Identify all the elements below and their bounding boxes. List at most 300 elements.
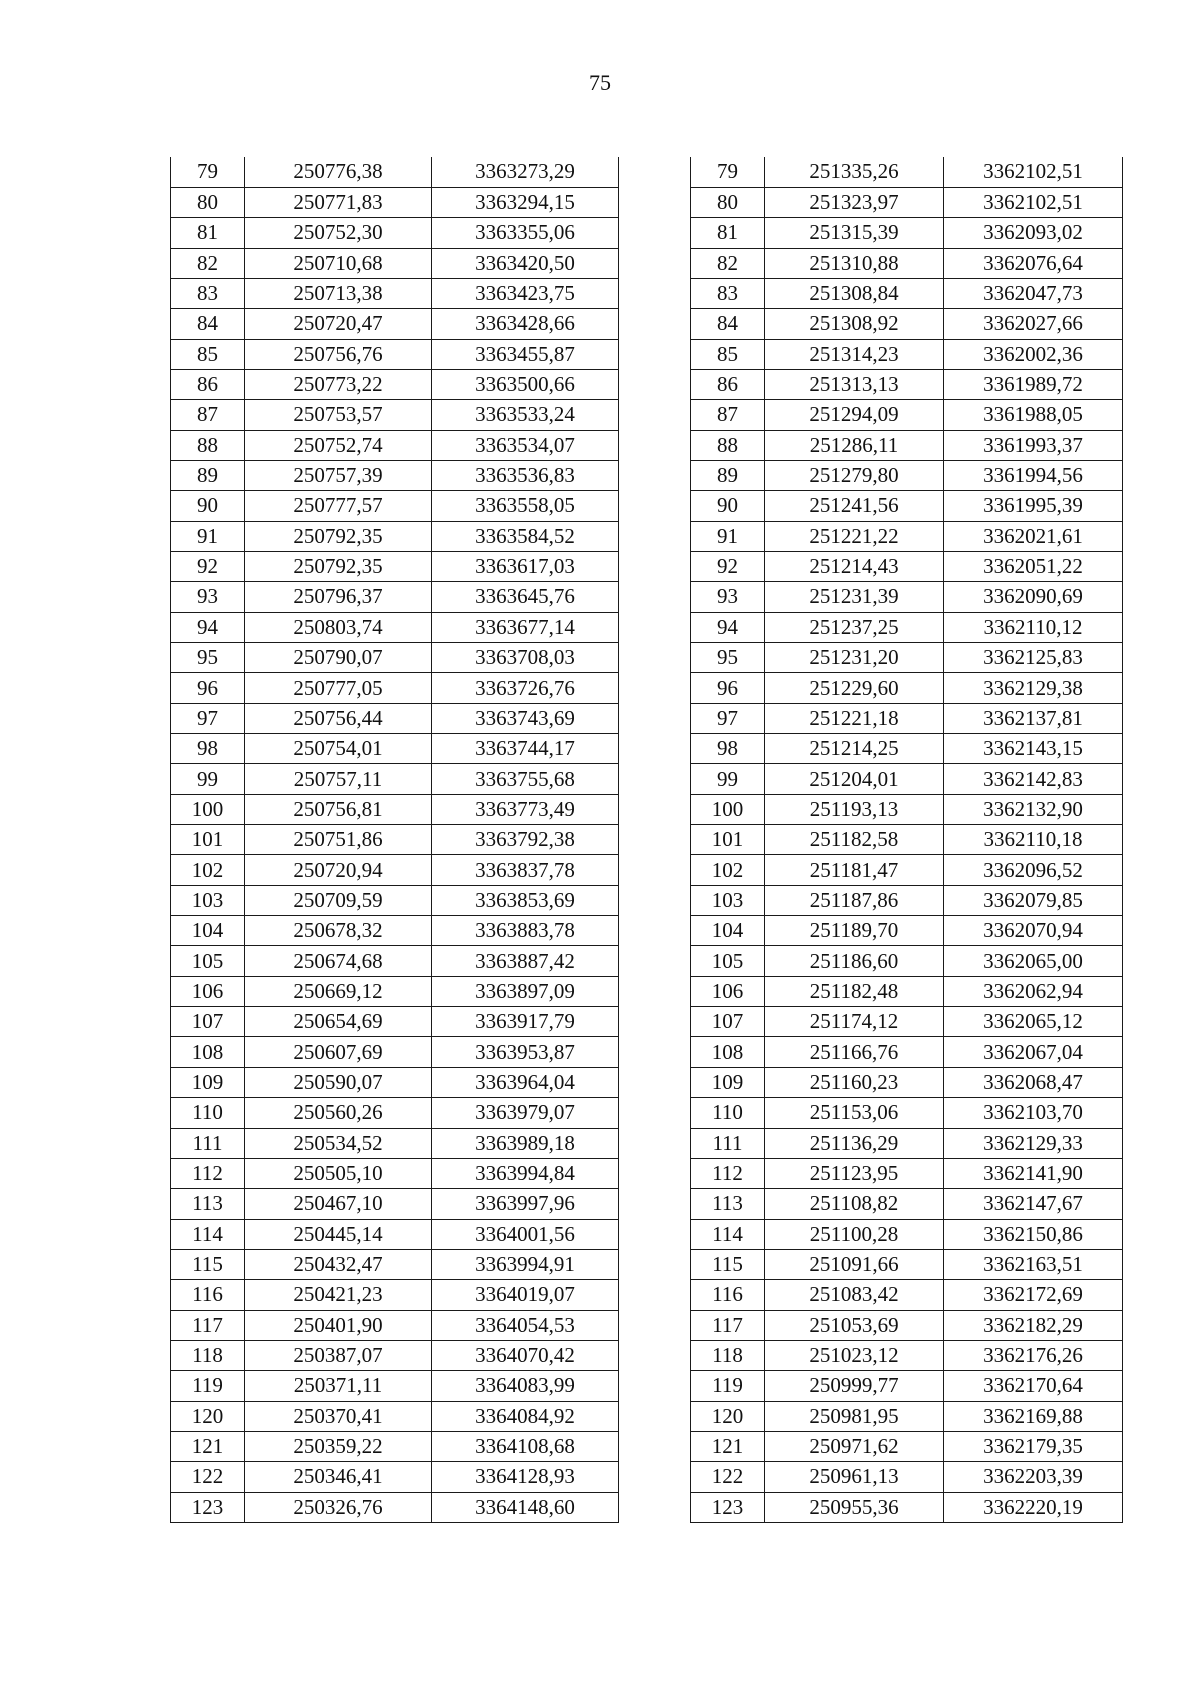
x-coordinate-cell: 250534,52: [245, 1128, 432, 1158]
table-row: [691, 430, 1123, 460]
table-row: [691, 643, 1123, 673]
point-number-cell: 110: [691, 1098, 765, 1128]
point-number-cell: 93: [691, 582, 765, 612]
x-coordinate-cell: 251231,20: [765, 643, 944, 673]
y-coordinate-cell: 3363755,68: [432, 764, 619, 794]
point-number-cell: 114: [171, 1219, 245, 1249]
table-row: [171, 521, 619, 551]
x-coordinate-cell: 250773,22: [245, 369, 432, 399]
y-coordinate-cell: 3362079,85: [944, 885, 1123, 915]
point-number-cell: 105: [691, 946, 765, 976]
table-row: [691, 278, 1123, 308]
y-coordinate-cell: 3363294,15: [432, 187, 619, 217]
y-coordinate-cell: 3363500,66: [432, 369, 619, 399]
x-coordinate-cell: 251286,11: [765, 430, 944, 460]
x-coordinate-cell: 251186,60: [765, 946, 944, 976]
y-coordinate-cell: 3362176,26: [944, 1340, 1123, 1370]
x-coordinate-cell: 250669,12: [245, 976, 432, 1006]
table-row: [171, 916, 619, 946]
x-coordinate-cell: 251221,22: [765, 521, 944, 551]
table-row: [171, 794, 619, 824]
point-number-cell: 81: [171, 218, 245, 248]
x-coordinate-cell: 250803,74: [245, 612, 432, 642]
table-row: [691, 1128, 1123, 1158]
point-number-cell: 103: [171, 885, 245, 915]
table-row: [691, 1037, 1123, 1067]
y-coordinate-cell: 3361994,56: [944, 460, 1123, 490]
table-row: [171, 1128, 619, 1158]
table-row: [691, 369, 1123, 399]
x-coordinate-cell: 250505,10: [245, 1158, 432, 1188]
point-number-cell: 94: [691, 612, 765, 642]
y-coordinate-cell: 3362090,69: [944, 582, 1123, 612]
y-coordinate-cell: 3363455,87: [432, 339, 619, 369]
y-coordinate-cell: 3363917,79: [432, 1007, 619, 1037]
y-coordinate-cell: 3363964,04: [432, 1067, 619, 1097]
point-number-cell: 106: [691, 976, 765, 1006]
point-number-cell: 98: [171, 734, 245, 764]
point-number-cell: 89: [691, 460, 765, 490]
x-coordinate-cell: 251241,56: [765, 491, 944, 521]
y-coordinate-cell: 3361995,39: [944, 491, 1123, 521]
x-coordinate-cell: 250432,47: [245, 1249, 432, 1279]
y-coordinate-cell: 3364019,07: [432, 1280, 619, 1310]
point-number-cell: 116: [691, 1280, 765, 1310]
table-row: [171, 582, 619, 612]
y-coordinate-cell: 3362179,35: [944, 1431, 1123, 1461]
table-row: [691, 1492, 1123, 1522]
y-coordinate-cell: 3363533,24: [432, 400, 619, 430]
table-row: [691, 582, 1123, 612]
y-coordinate-cell: 3363726,76: [432, 673, 619, 703]
table-row: [691, 491, 1123, 521]
y-coordinate-cell: 3364084,92: [432, 1401, 619, 1431]
table-row: [691, 794, 1123, 824]
table-row: [691, 551, 1123, 581]
point-number-cell: 109: [691, 1067, 765, 1097]
table-row: [171, 1280, 619, 1310]
x-coordinate-cell: 250961,13: [765, 1462, 944, 1492]
table-row: [691, 309, 1123, 339]
point-number-cell: 109: [171, 1067, 245, 1097]
y-coordinate-cell: 3363887,42: [432, 946, 619, 976]
x-coordinate-cell: 250371,11: [245, 1371, 432, 1401]
point-number-cell: 117: [691, 1310, 765, 1340]
y-coordinate-cell: 3363428,66: [432, 309, 619, 339]
table-row: [171, 1340, 619, 1370]
y-coordinate-cell: 3364108,68: [432, 1431, 619, 1461]
y-coordinate-cell: 3362002,36: [944, 339, 1123, 369]
point-number-cell: 79: [691, 157, 765, 187]
point-number-cell: 95: [691, 643, 765, 673]
y-coordinate-cell: 3363744,17: [432, 734, 619, 764]
y-coordinate-cell: 3362129,33: [944, 1128, 1123, 1158]
x-coordinate-cell: 250756,81: [245, 794, 432, 824]
table-row: [171, 612, 619, 642]
x-coordinate-cell: 251053,69: [765, 1310, 944, 1340]
table-row: [171, 764, 619, 794]
x-coordinate-cell: 250359,22: [245, 1431, 432, 1461]
table-row: [171, 976, 619, 1006]
x-coordinate-cell: 250757,11: [245, 764, 432, 794]
y-coordinate-cell: 3362103,70: [944, 1098, 1123, 1128]
point-number-cell: 94: [171, 612, 245, 642]
x-coordinate-cell: 250674,68: [245, 946, 432, 976]
table-row: [691, 1310, 1123, 1340]
point-number-cell: 104: [691, 916, 765, 946]
y-coordinate-cell: 3363994,84: [432, 1158, 619, 1188]
x-coordinate-cell: 251314,23: [765, 339, 944, 369]
table-row: [171, 734, 619, 764]
point-number-cell: 98: [691, 734, 765, 764]
x-coordinate-cell: 251182,48: [765, 976, 944, 1006]
x-coordinate-cell: 251083,42: [765, 1280, 944, 1310]
y-coordinate-cell: 3362068,47: [944, 1067, 1123, 1097]
coordinates-table-left: [170, 157, 619, 1523]
x-coordinate-cell: 251166,76: [765, 1037, 944, 1067]
table-row: [171, 157, 619, 187]
y-coordinate-cell: 3363837,78: [432, 855, 619, 885]
point-number-cell: 123: [171, 1492, 245, 1522]
x-coordinate-cell: 250771,83: [245, 187, 432, 217]
y-coordinate-cell: 3362142,83: [944, 764, 1123, 794]
x-coordinate-cell: 251181,47: [765, 855, 944, 885]
table-row: [691, 339, 1123, 369]
point-number-cell: 100: [691, 794, 765, 824]
x-coordinate-cell: 250999,77: [765, 1371, 944, 1401]
x-coordinate-cell: 250777,57: [245, 491, 432, 521]
table-row: [171, 218, 619, 248]
x-coordinate-cell: 250387,07: [245, 1340, 432, 1370]
table-row: [171, 1067, 619, 1097]
y-coordinate-cell: 3362076,64: [944, 248, 1123, 278]
x-coordinate-cell: 250790,07: [245, 643, 432, 673]
x-coordinate-cell: 251237,25: [765, 612, 944, 642]
y-coordinate-cell: 3364148,60: [432, 1492, 619, 1522]
point-number-cell: 80: [691, 187, 765, 217]
y-coordinate-cell: 3364054,53: [432, 1310, 619, 1340]
table-row: [691, 1219, 1123, 1249]
x-coordinate-cell: 251308,84: [765, 278, 944, 308]
table-row: [691, 946, 1123, 976]
x-coordinate-cell: 251023,12: [765, 1340, 944, 1370]
table-row: [171, 855, 619, 885]
x-coordinate-cell: 251100,28: [765, 1219, 944, 1249]
point-number-cell: 90: [691, 491, 765, 521]
table-body: [171, 157, 619, 1522]
x-coordinate-cell: 250757,39: [245, 460, 432, 490]
y-coordinate-cell: 3362147,67: [944, 1189, 1123, 1219]
point-number-cell: 118: [691, 1340, 765, 1370]
x-coordinate-cell: 251214,43: [765, 551, 944, 581]
point-number-cell: 102: [171, 855, 245, 885]
point-number-cell: 119: [691, 1371, 765, 1401]
point-number-cell: 123: [691, 1492, 765, 1522]
x-coordinate-cell: 250607,69: [245, 1037, 432, 1067]
table-row: [691, 764, 1123, 794]
y-coordinate-cell: 3362132,90: [944, 794, 1123, 824]
point-number-cell: 105: [171, 946, 245, 976]
x-coordinate-cell: 250776,38: [245, 157, 432, 187]
x-coordinate-cell: 251310,88: [765, 248, 944, 278]
table-row: [171, 491, 619, 521]
table-row: [691, 1280, 1123, 1310]
y-coordinate-cell: 3361988,05: [944, 400, 1123, 430]
x-coordinate-cell: 250346,41: [245, 1462, 432, 1492]
point-number-cell: 84: [171, 309, 245, 339]
y-coordinate-cell: 3363420,50: [432, 248, 619, 278]
point-number-cell: 103: [691, 885, 765, 915]
y-coordinate-cell: 3364128,93: [432, 1462, 619, 1492]
y-coordinate-cell: 3362065,12: [944, 1007, 1123, 1037]
x-coordinate-cell: 250370,41: [245, 1401, 432, 1431]
x-coordinate-cell: 250720,47: [245, 309, 432, 339]
y-coordinate-cell: 3363792,38: [432, 825, 619, 855]
x-coordinate-cell: 251193,13: [765, 794, 944, 824]
y-coordinate-cell: 3364001,56: [432, 1219, 619, 1249]
point-number-cell: 80: [171, 187, 245, 217]
x-coordinate-cell: 250777,05: [245, 673, 432, 703]
y-coordinate-cell: 3362150,86: [944, 1219, 1123, 1249]
x-coordinate-cell: 250955,36: [765, 1492, 944, 1522]
table-row: [691, 916, 1123, 946]
table-row: [171, 309, 619, 339]
x-coordinate-cell: 250796,37: [245, 582, 432, 612]
table-row: [171, 673, 619, 703]
y-coordinate-cell: 3363994,91: [432, 1249, 619, 1279]
x-coordinate-cell: 250421,23: [245, 1280, 432, 1310]
x-coordinate-cell: 250753,57: [245, 400, 432, 430]
point-number-cell: 104: [171, 916, 245, 946]
table-row: [691, 1371, 1123, 1401]
y-coordinate-cell: 3362102,51: [944, 187, 1123, 217]
point-number-cell: 122: [691, 1462, 765, 1492]
table-row: [691, 218, 1123, 248]
point-number-cell: 92: [691, 551, 765, 581]
x-coordinate-cell: 250590,07: [245, 1067, 432, 1097]
x-coordinate-cell: 251182,58: [765, 825, 944, 855]
table-row: [171, 1371, 619, 1401]
table-row: [171, 1462, 619, 1492]
table-row: [691, 400, 1123, 430]
table-row: [691, 187, 1123, 217]
x-coordinate-cell: 251204,01: [765, 764, 944, 794]
table-row: [691, 612, 1123, 642]
table-row: [691, 1340, 1123, 1370]
x-coordinate-cell: 250756,76: [245, 339, 432, 369]
point-number-cell: 92: [171, 551, 245, 581]
y-coordinate-cell: 3362062,94: [944, 976, 1123, 1006]
y-coordinate-cell: 3361993,37: [944, 430, 1123, 460]
x-coordinate-cell: 251153,06: [765, 1098, 944, 1128]
point-number-cell: 119: [171, 1371, 245, 1401]
table-row: [171, 703, 619, 733]
x-coordinate-cell: 251187,86: [765, 885, 944, 915]
y-coordinate-cell: 3362067,04: [944, 1037, 1123, 1067]
y-coordinate-cell: 3362125,83: [944, 643, 1123, 673]
x-coordinate-cell: 251294,09: [765, 400, 944, 430]
point-number-cell: 91: [171, 521, 245, 551]
table-row: [171, 1189, 619, 1219]
table-row: [171, 369, 619, 399]
table-row: [171, 825, 619, 855]
y-coordinate-cell: 3362170,64: [944, 1371, 1123, 1401]
table-row: [691, 734, 1123, 764]
x-coordinate-cell: 251308,92: [765, 309, 944, 339]
x-coordinate-cell: 251214,25: [765, 734, 944, 764]
x-coordinate-cell: 250678,32: [245, 916, 432, 946]
point-number-cell: 83: [691, 278, 765, 308]
point-number-cell: 107: [171, 1007, 245, 1037]
point-number-cell: 96: [691, 673, 765, 703]
y-coordinate-cell: 3363617,03: [432, 551, 619, 581]
point-number-cell: 89: [171, 460, 245, 490]
point-number-cell: 99: [171, 764, 245, 794]
point-number-cell: 100: [171, 794, 245, 824]
y-coordinate-cell: 3362051,22: [944, 551, 1123, 581]
point-number-cell: 87: [171, 400, 245, 430]
y-coordinate-cell: 3362065,00: [944, 946, 1123, 976]
y-coordinate-cell: 3364070,42: [432, 1340, 619, 1370]
y-coordinate-cell: 3363979,07: [432, 1098, 619, 1128]
y-coordinate-cell: 3363773,49: [432, 794, 619, 824]
point-number-cell: 115: [691, 1249, 765, 1279]
table-body: [691, 157, 1123, 1522]
point-number-cell: 118: [171, 1340, 245, 1370]
table-row: [171, 430, 619, 460]
y-coordinate-cell: 3363853,69: [432, 885, 619, 915]
x-coordinate-cell: 250792,35: [245, 551, 432, 581]
point-number-cell: 86: [691, 369, 765, 399]
table-row: [171, 339, 619, 369]
point-number-cell: 83: [171, 278, 245, 308]
table-row: [171, 1401, 619, 1431]
point-number-cell: 85: [171, 339, 245, 369]
point-number-cell: 86: [171, 369, 245, 399]
x-coordinate-cell: 251313,13: [765, 369, 944, 399]
x-coordinate-cell: 251160,23: [765, 1067, 944, 1097]
point-number-cell: 121: [691, 1431, 765, 1461]
point-number-cell: 122: [171, 1462, 245, 1492]
table-row: [691, 885, 1123, 915]
y-coordinate-cell: 3362143,15: [944, 734, 1123, 764]
table-row: [691, 1431, 1123, 1461]
point-number-cell: 116: [171, 1280, 245, 1310]
point-number-cell: 88: [691, 430, 765, 460]
x-coordinate-cell: 251279,80: [765, 460, 944, 490]
y-coordinate-cell: 3362137,81: [944, 703, 1123, 733]
x-coordinate-cell: 251136,29: [765, 1128, 944, 1158]
y-coordinate-cell: 3363558,05: [432, 491, 619, 521]
x-coordinate-cell: 250654,69: [245, 1007, 432, 1037]
y-coordinate-cell: 3363536,83: [432, 460, 619, 490]
y-coordinate-cell: 3362102,51: [944, 157, 1123, 187]
y-coordinate-cell: 3362203,39: [944, 1462, 1123, 1492]
x-coordinate-cell: 251174,12: [765, 1007, 944, 1037]
y-coordinate-cell: 3363423,75: [432, 278, 619, 308]
y-coordinate-cell: 3362110,12: [944, 612, 1123, 642]
point-number-cell: 88: [171, 430, 245, 460]
table-row: [171, 1158, 619, 1188]
point-number-cell: 79: [171, 157, 245, 187]
point-number-cell: 113: [171, 1189, 245, 1219]
table-row: [171, 187, 619, 217]
table-row: [171, 278, 619, 308]
table-row: [171, 1492, 619, 1522]
x-coordinate-cell: 251231,39: [765, 582, 944, 612]
point-number-cell: 90: [171, 491, 245, 521]
point-number-cell: 84: [691, 309, 765, 339]
table-row: [171, 1431, 619, 1461]
point-number-cell: 91: [691, 521, 765, 551]
x-coordinate-cell: 251123,95: [765, 1158, 944, 1188]
table-row: [691, 703, 1123, 733]
x-coordinate-cell: 250467,10: [245, 1189, 432, 1219]
table-row: [691, 673, 1123, 703]
x-coordinate-cell: 250752,74: [245, 430, 432, 460]
point-number-cell: 108: [171, 1037, 245, 1067]
y-coordinate-cell: 3363584,52: [432, 521, 619, 551]
point-number-cell: 106: [171, 976, 245, 1006]
table-row: [691, 825, 1123, 855]
point-number-cell: 96: [171, 673, 245, 703]
point-number-cell: 113: [691, 1189, 765, 1219]
table-row: [691, 248, 1123, 278]
table-row: [171, 551, 619, 581]
y-coordinate-cell: 3363708,03: [432, 643, 619, 673]
table-row: [171, 643, 619, 673]
point-number-cell: 101: [691, 825, 765, 855]
point-number-cell: 82: [691, 248, 765, 278]
table-row: [171, 1249, 619, 1279]
table-row: [691, 976, 1123, 1006]
table-row: [171, 885, 619, 915]
y-coordinate-cell: 3363897,09: [432, 976, 619, 1006]
x-coordinate-cell: 251315,39: [765, 218, 944, 248]
coordinates-table-right: [690, 157, 1123, 1523]
y-coordinate-cell: 3362182,29: [944, 1310, 1123, 1340]
y-coordinate-cell: 3362141,90: [944, 1158, 1123, 1188]
y-coordinate-cell: 3362172,69: [944, 1280, 1123, 1310]
point-number-cell: 85: [691, 339, 765, 369]
table-row: [691, 157, 1123, 187]
x-coordinate-cell: 251189,70: [765, 916, 944, 946]
point-number-cell: 121: [171, 1431, 245, 1461]
x-coordinate-cell: 250752,30: [245, 218, 432, 248]
point-number-cell: 112: [691, 1158, 765, 1188]
point-number-cell: 93: [171, 582, 245, 612]
point-number-cell: 99: [691, 764, 765, 794]
x-coordinate-cell: 251091,66: [765, 1249, 944, 1279]
table-row: [691, 1189, 1123, 1219]
x-coordinate-cell: 250792,35: [245, 521, 432, 551]
y-coordinate-cell: 3363534,07: [432, 430, 619, 460]
point-number-cell: 115: [171, 1249, 245, 1279]
point-number-cell: 111: [171, 1128, 245, 1158]
table-row: [171, 1007, 619, 1037]
x-coordinate-cell: 250754,01: [245, 734, 432, 764]
x-coordinate-cell: 251323,97: [765, 187, 944, 217]
y-coordinate-cell: 3361989,72: [944, 369, 1123, 399]
x-coordinate-cell: 250751,86: [245, 825, 432, 855]
y-coordinate-cell: 3363997,96: [432, 1189, 619, 1219]
point-number-cell: 120: [691, 1401, 765, 1431]
x-coordinate-cell: 251229,60: [765, 673, 944, 703]
table-row: [171, 1098, 619, 1128]
table-row: [691, 1098, 1123, 1128]
point-number-cell: 101: [171, 825, 245, 855]
x-coordinate-cell: 251221,18: [765, 703, 944, 733]
